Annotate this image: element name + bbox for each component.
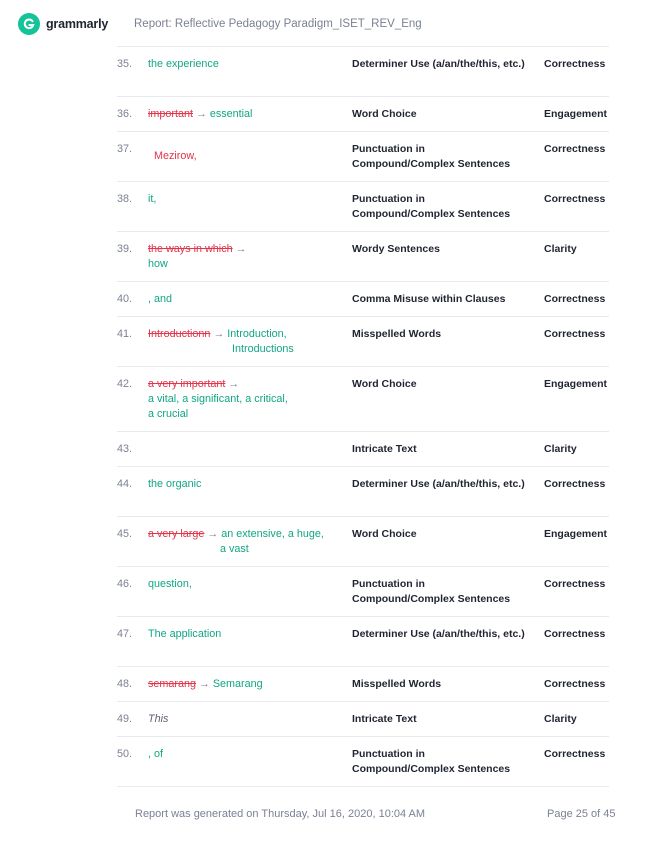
row-number: 40. (117, 293, 133, 305)
row-number: 48. (117, 678, 133, 690)
issue-type: Word Choice (352, 108, 417, 120)
issue-category: Clarity (544, 443, 577, 455)
report-header (18, 13, 618, 39)
table-row (117, 317, 609, 367)
issue-category: Clarity (544, 713, 577, 725)
suggested-text-alt: a crucial (148, 408, 189, 420)
issue-type: Misspelled Words (352, 328, 442, 340)
table-row (117, 737, 609, 787)
table-row (117, 567, 609, 617)
arrow-right-icon: → (228, 378, 240, 390)
table-row (117, 617, 609, 667)
suggestion (148, 377, 348, 422)
suggestion (154, 149, 334, 164)
row-number: 41. (117, 328, 133, 340)
suggestion (148, 292, 328, 307)
suggestion (148, 577, 328, 592)
row-number: 37. (117, 143, 133, 155)
table-row (117, 702, 609, 737)
issue-category: Clarity (544, 243, 577, 255)
table-row (117, 97, 609, 132)
deleted-text: semarang (148, 678, 197, 690)
suggested-text-alt: Introductions (232, 343, 294, 355)
issue-type: Misspelled Words (352, 678, 442, 690)
issue-type: Word Choice (352, 528, 417, 540)
flagged-text: This (148, 713, 169, 725)
suggestion (148, 57, 328, 72)
deleted-text: important (148, 108, 194, 120)
deleted-text: the ways in which (148, 243, 233, 255)
row-number: 42. (117, 378, 133, 390)
issue-type: Punctuation in Compound/Complex Sentences (352, 143, 511, 170)
suggested-text: the organic (148, 478, 202, 490)
table-row (117, 667, 609, 702)
row-number: 35. (117, 58, 133, 70)
issue-category: Correctness (544, 748, 606, 760)
issue-category: Engagement (544, 378, 608, 390)
suggestion (148, 242, 328, 272)
row-number: 43. (117, 443, 133, 455)
table-row (117, 46, 609, 97)
issue-type: Punctuation in Compound/Complex Sentences (352, 193, 511, 220)
issue-category: Correctness (544, 578, 606, 590)
arrow-right-icon: → (196, 108, 207, 120)
table-row (117, 367, 609, 432)
table-row (117, 467, 609, 517)
issue-category: Correctness (544, 328, 606, 340)
issue-category: Engagement (544, 108, 608, 120)
table-row (117, 432, 609, 467)
row-number: 46. (117, 578, 133, 590)
suggested-text: question, (148, 578, 192, 590)
table-row (117, 282, 609, 317)
suggestion (148, 747, 328, 762)
table-row (117, 182, 609, 232)
grammarly-logo (18, 13, 108, 35)
suggested-text: , and (148, 293, 173, 305)
row-number: 38. (117, 193, 133, 205)
table-row (117, 232, 609, 282)
row-number: 39. (117, 243, 133, 255)
issue-category: Engagement (544, 528, 608, 540)
suggested-text: it, (148, 193, 157, 205)
deleted-text: Introductionn (148, 328, 211, 340)
suggestion (148, 527, 348, 557)
issue-type: Intricate Text (352, 713, 417, 725)
flagged-text: Mezirow, (154, 150, 197, 162)
arrow-right-icon: → (199, 678, 210, 690)
table-row (117, 517, 609, 567)
suggested-text: Semarang (212, 678, 263, 690)
suggested-text: an extensive, a huge, (221, 528, 324, 540)
row-number: 50. (117, 748, 133, 760)
suggested-text: a vital, a significant, a critical, (148, 393, 288, 405)
arrow-right-icon: → (235, 243, 247, 255)
arrow-right-icon: → (207, 528, 219, 540)
row-number: 49. (117, 713, 133, 725)
report-title: Report: Reflective Pedagogy Paradigm_ISET_REV_Eng (134, 18, 422, 30)
table-row (117, 132, 609, 182)
issue-type: Intricate Text (352, 443, 417, 455)
issue-type: Wordy Sentences (352, 243, 440, 255)
suggestion (148, 712, 328, 727)
brand-name: grammarly (46, 17, 109, 31)
suggestion (148, 107, 328, 122)
arrow-right-icon: → (213, 328, 225, 340)
deleted-text: a very large (148, 528, 205, 540)
row-number: 44. (117, 478, 133, 490)
issue-type: Punctuation in Compound/Complex Sentences (352, 578, 511, 605)
issue-type: Punctuation in Compound/Complex Sentences (352, 748, 511, 775)
issue-type: Comma Misuse within Clauses (352, 293, 506, 305)
issue-category: Correctness (544, 678, 606, 690)
suggested-text: the experience (148, 58, 219, 70)
suggestion (148, 477, 328, 492)
suggested-text: Introduction, (227, 328, 287, 340)
row-number: 36. (117, 108, 133, 120)
row-number: 47. (117, 628, 133, 640)
issue-category: Correctness (544, 193, 606, 205)
issue-type: Determiner Use (a/an/the/this, etc.) (352, 628, 525, 640)
issue-category: Correctness (544, 58, 606, 70)
suggested-text: how (148, 258, 168, 270)
issue-category: Correctness (544, 293, 606, 305)
issue-type: Determiner Use (a/an/the/this, etc.) (352, 478, 525, 490)
suggestion (148, 627, 328, 642)
page-number: Page 25 of 45 (547, 808, 616, 820)
issue-type: Determiner Use (a/an/the/this, etc.) (352, 58, 525, 70)
deleted-text: a very important (148, 378, 226, 390)
suggestion (148, 192, 328, 207)
report-generated-note: Report was generated on Thursday, Jul 16, 2020, 10:04 AM (135, 808, 426, 820)
suggestion (148, 677, 328, 692)
issue-category: Correctness (544, 143, 606, 155)
issue-category: Correctness (544, 478, 606, 490)
suggested-text: essential (209, 108, 253, 120)
suggested-text: , of (148, 748, 164, 760)
suggested-text: The application (148, 628, 222, 640)
suggestions-table (117, 46, 609, 787)
grammarly-g-icon (18, 13, 40, 35)
row-number: 45. (117, 528, 133, 540)
issue-category: Correctness (544, 628, 606, 640)
suggested-text-alt: a vast (220, 543, 249, 555)
suggestion (148, 327, 348, 357)
issue-type: Word Choice (352, 378, 417, 390)
